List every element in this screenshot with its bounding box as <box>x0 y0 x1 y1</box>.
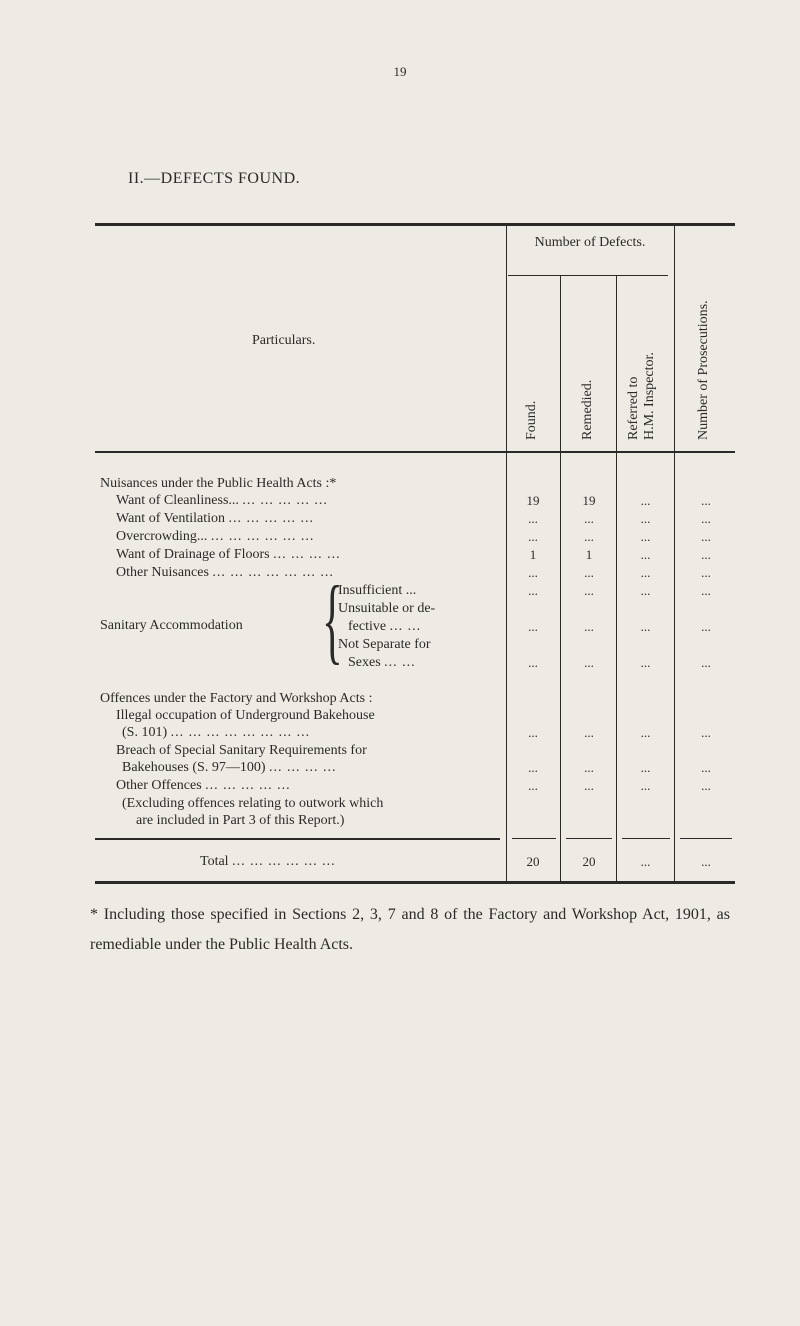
prosecutions-value: ... <box>701 511 711 526</box>
referred-value: ... <box>640 760 651 775</box>
total-rule-left <box>95 838 500 840</box>
referred-value: ... <box>640 725 651 740</box>
total-rule-c3 <box>622 838 670 839</box>
found-value: 19 <box>526 493 540 508</box>
row-label-line2: Bakehouses (S. 97—100) ... ... ... ... <box>122 760 337 775</box>
remedied-value: 1 <box>585 547 593 562</box>
row-label: Want of Ventilation ... ... ... ... ... <box>116 511 315 526</box>
found-value: ... <box>528 619 538 634</box>
row-label: Want of Cleanliness... ... ... ... ... ... <box>116 493 328 508</box>
found-header: Found. <box>524 400 539 440</box>
excluding-note-line2: are included in Part 3 of this Report.) <box>136 813 345 828</box>
prosecutions-value: ... <box>701 493 711 508</box>
prosecutions-value: ... <box>701 725 711 740</box>
prosecutions-value: ... <box>701 547 711 562</box>
found-value: ... <box>528 655 538 670</box>
referred-value: ... <box>640 655 651 670</box>
nuisances-heading: Nuisances under the Public Health Acts :* <box>100 476 337 491</box>
found-value: ... <box>528 529 538 544</box>
row-label-line1: Unsuitable or de- <box>338 601 436 616</box>
remedied-value: ... <box>584 565 594 580</box>
column-rule-1 <box>506 226 507 881</box>
found-value: ... <box>528 583 538 598</box>
column-rule-4 <box>674 226 675 881</box>
found-value: ... <box>528 778 538 793</box>
page-number: 19 <box>393 64 407 79</box>
remedied-value: ... <box>584 760 594 775</box>
total-remedied-value: 20 <box>582 854 596 869</box>
footnote: * Including those specified in Sections 2, 3, 7 and 8 of the Factory and Workshop Act, 1901, as remediable under the Public Health Acts. <box>90 906 730 953</box>
row-label-line2: (S. 101) ... ... ... ... ... ... ... ... <box>122 725 311 740</box>
row-label-line2: Sexes ... ... <box>348 655 416 670</box>
remedied-value: ... <box>584 655 594 670</box>
table-bottom-rule <box>95 881 735 884</box>
referred-value: ... <box>640 493 651 508</box>
left-brace: { <box>322 566 343 673</box>
total-label: Total ... ... ... ... ... ... <box>200 854 336 869</box>
remedied-header: Remedied. <box>580 379 595 440</box>
total-found-value: 20 <box>526 854 540 869</box>
remedied-value: ... <box>584 583 594 598</box>
row-label-line1: Not Separate for <box>338 637 431 652</box>
row-label: Other Offences ... ... ... ... ... <box>116 778 291 793</box>
found-value: 1 <box>529 547 537 562</box>
total-rule-c4 <box>680 838 732 839</box>
excluding-note-line1: (Excluding offences relating to outwork which <box>122 796 384 811</box>
row-label: Want of Drainage of Floors ... ... ... ... <box>116 547 341 562</box>
prosecutions-value: ... <box>701 583 711 598</box>
row-label: Overcrowding... ... ... ... ... ... ... <box>116 529 315 544</box>
referred-value: ... <box>640 565 651 580</box>
referred-value: ... <box>640 529 651 544</box>
remedied-value: ... <box>584 529 594 544</box>
found-value: ... <box>528 760 538 775</box>
number-of-defects-header: Number of Defects. <box>534 235 646 250</box>
referred-header-line1: Referred to <box>626 376 641 440</box>
prosecutions-header: Number of Prosecutions. <box>696 300 711 440</box>
remedied-value: 19 <box>582 493 596 508</box>
referred-header-line2: H.M. Inspector. <box>642 352 657 440</box>
referred-value: ... <box>640 778 651 793</box>
prosecutions-value: ... <box>701 778 711 793</box>
referred-value: ... <box>640 547 651 562</box>
referred-value: ... <box>640 511 651 526</box>
prosecutions-value: ... <box>701 655 711 670</box>
referred-value: ... <box>640 583 651 598</box>
found-value: ... <box>528 725 538 740</box>
prosecutions-value: ... <box>701 529 711 544</box>
total-rule-c1 <box>512 838 556 839</box>
row-label-line1: Illegal occupation of Underground Bakehouse <box>116 708 375 723</box>
total-prosecutions-value: ... <box>701 854 711 869</box>
header-bottom-rule <box>95 451 735 453</box>
prosecutions-value: ... <box>701 619 711 634</box>
table-top-rule <box>95 223 735 226</box>
remedied-value: ... <box>584 778 594 793</box>
found-value: ... <box>528 565 538 580</box>
row-label-line2: fective ... ... <box>348 619 422 634</box>
row-label: Other Nuisances ... ... ... ... ... ... ... <box>116 565 334 580</box>
row-label-line1: Breach of Special Sanitary Requirements for <box>116 743 367 758</box>
remedied-value: ... <box>584 511 594 526</box>
defects-group-rule <box>508 275 668 276</box>
total-rule-c2 <box>566 838 612 839</box>
particulars-header: Particulars. <box>252 333 316 348</box>
column-rule-2 <box>560 276 561 881</box>
prosecutions-value: ... <box>701 565 711 580</box>
offences-heading: Offences under the Factory and Workshop Acts : <box>100 691 373 706</box>
sanitary-accommodation-label: Sanitary Accommodation <box>100 618 243 633</box>
total-referred-value: ... <box>640 854 651 869</box>
section-title: II.—DEFECTS FOUND. <box>128 170 301 187</box>
remedied-value: ... <box>584 725 594 740</box>
referred-value: ... <box>640 619 651 634</box>
remedied-value: ... <box>584 619 594 634</box>
prosecutions-value: ... <box>701 760 711 775</box>
column-rule-3 <box>616 276 617 881</box>
found-value: ... <box>528 511 538 526</box>
row-label: Insufficient ... <box>338 583 417 598</box>
